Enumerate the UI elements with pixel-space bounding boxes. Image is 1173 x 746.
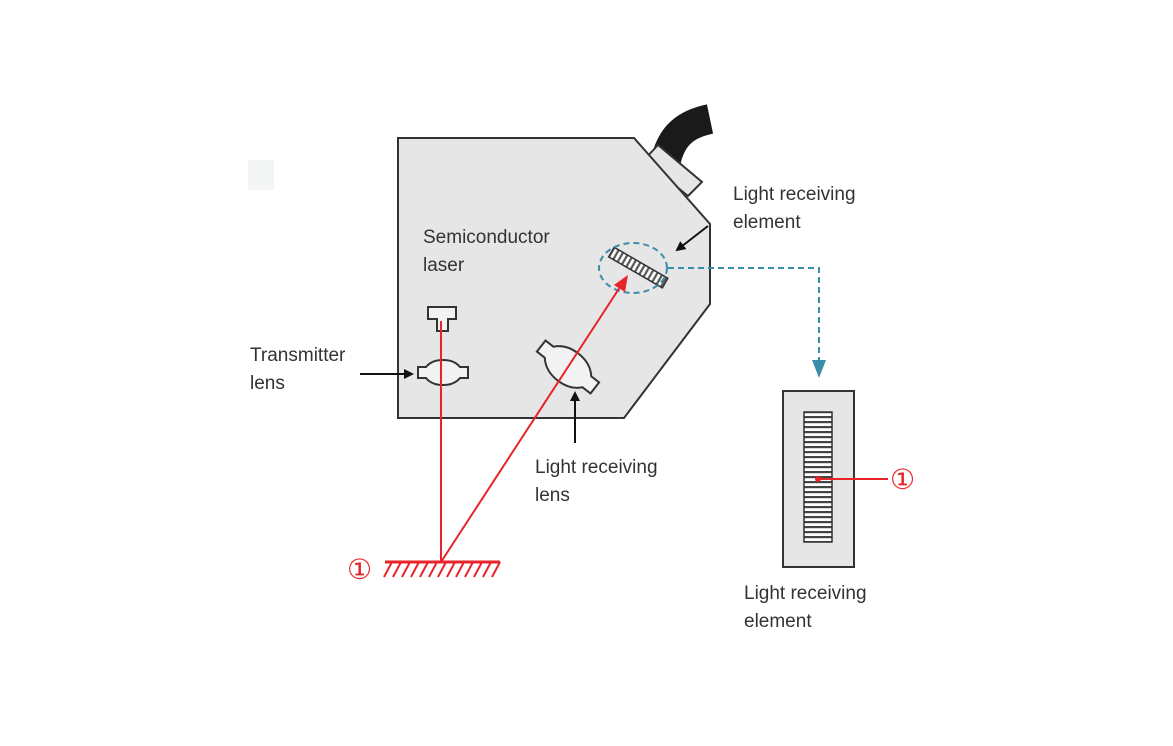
label-transmitter-lens: [250, 342, 345, 398]
faint-mark: [248, 160, 274, 190]
label-semiconductor-laser-line2: laser: [423, 255, 465, 276]
label-lre-top-line2: element: [733, 212, 801, 233]
label-lre-top-line1: Light receiving: [733, 184, 856, 205]
label-semiconductor-laser-line1: Semiconductor: [423, 227, 550, 248]
label-light-receiving-element-bottom: [744, 580, 867, 636]
label-semiconductor-laser: [423, 224, 550, 280]
label-light-receiving-lens-line1: Light receiving: [535, 457, 658, 478]
sensor-marker: ①: [890, 463, 916, 496]
label-lre-bottom-line2: element: [744, 611, 812, 632]
sensor-cable: [666, 119, 710, 160]
label-light-receiving-element-top: [733, 181, 856, 237]
label-lre-bottom-line1: Light receiving: [744, 583, 867, 604]
dashed-path-arrowhead: [812, 360, 826, 378]
label-light-receiving-lens-line2: lens: [535, 485, 570, 506]
label-transmitter-lens-line1: Transmitter: [250, 345, 346, 366]
label-transmitter-lens-line2: lens: [250, 373, 285, 394]
target-surface-hatching: [384, 562, 500, 577]
label-light-receiving-lens: [535, 454, 658, 510]
target-marker: ①: [347, 553, 373, 586]
